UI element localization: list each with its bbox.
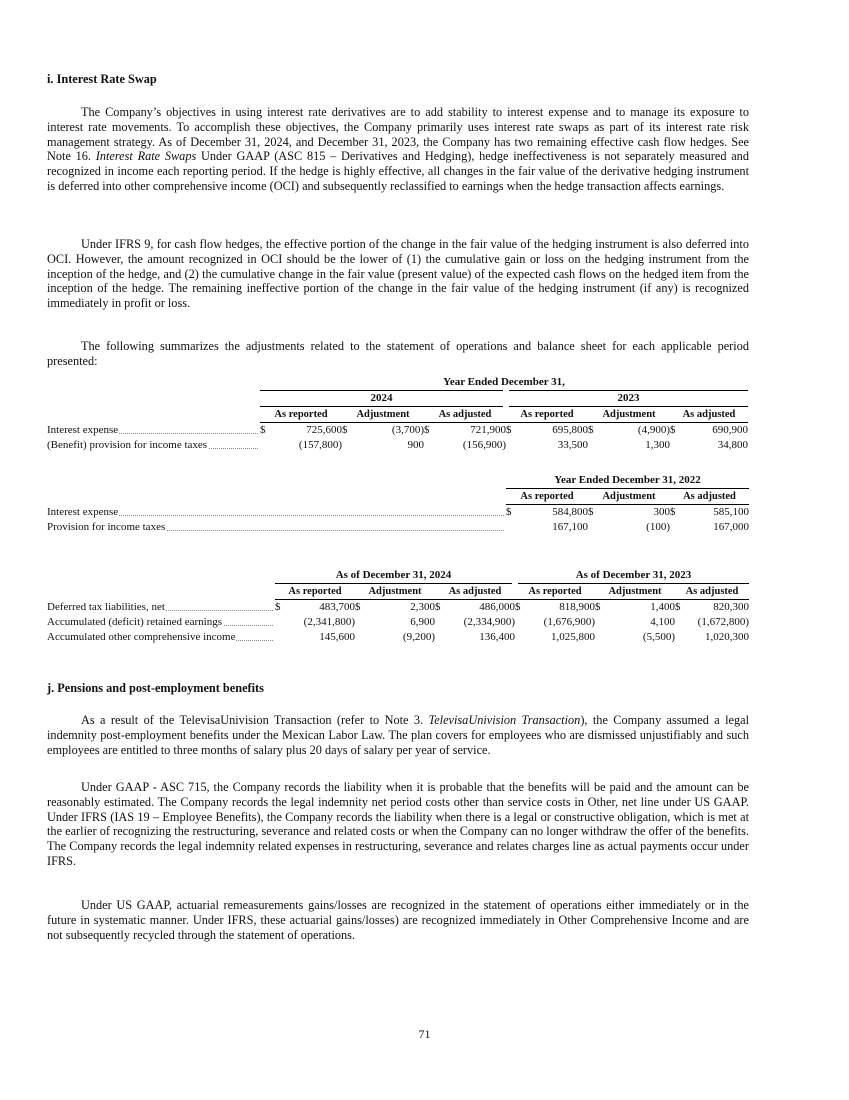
column-header: Adjustment — [342, 407, 424, 423]
table-row: Accumulated (deficit) retained earnings (2,341,800) 6,900 (2,334,900) (1,676,900) 4,100 (1,672,800) — [47, 616, 749, 628]
row-label: Accumulated other comprehensive income — [47, 631, 236, 643]
balance-sheet-adjustments-table — [47, 568, 749, 645]
table-title: Year Ended December 31, — [260, 375, 748, 391]
column-header: As reported — [275, 584, 355, 600]
column-header: As adjusted — [424, 407, 506, 423]
column-header: Adjustment — [355, 584, 435, 600]
row-label: (Benefit) provision for income taxes — [47, 439, 208, 451]
column-header: As adjusted — [435, 584, 515, 600]
row-label: Provision for income taxes — [47, 521, 166, 533]
table-title: Year Ended December 31, 2022 — [506, 473, 749, 489]
section-heading-pensions: j. Pensions and post-employment benefits — [47, 681, 264, 695]
column-header: Adjustment — [588, 489, 670, 505]
paragraph-legal-indemnity: As a result of the TelevisaUnivision Transaction (refer to Note 3. TelevisaUnivision Transaction), the Company assumed a legal indemnity post-employment benefits under the Mexican Labor Law. The plan covers for employees who are dismissed unjustifiably and such employees are entitled to three months of salary plus 20 days of salary per year of service. — [47, 713, 749, 757]
column-header: As adjusted — [670, 407, 748, 423]
period-header: As of December 31, 2023 — [515, 568, 749, 584]
column-header: As adjusted — [670, 489, 749, 505]
column-header: Adjustment — [588, 407, 670, 423]
column-header: As reported — [515, 584, 595, 600]
section-heading-interest-rate-swap: i. Interest Rate Swap — [47, 72, 157, 86]
column-header: As reported — [260, 407, 342, 423]
adjustments-table-2022 — [47, 473, 749, 535]
page-number: 71 — [418, 1027, 431, 1041]
year-header: 2024 — [260, 391, 506, 407]
table-row: Interest expense $ 725,600 $ (3,700) $ 721,900 $ 695,800 $ (4,900) $ 690,900 — [47, 423, 748, 436]
note-reference: TelevisaUnivision Transaction — [428, 713, 581, 727]
table-row: Accumulated other comprehensive income 145,600 (9,200) 136,400 1,025,800 (5,500) 1,020,300 — [47, 631, 749, 643]
paragraph-asc715: Under GAAP - ASC 715, the Company records the liability when it is probable that the benefits will be paid and the amount can be reasonably estimated. The Company records the legal indemnity net period costs other than service costs in Other, net line under US GAAP. Under IFRS (IAS 19 – Employee Benefits), the Company records the liability when there is a legal or constructive obligation, which is met at the earlier of recognizing the restructuring, severance and related costs or when the Company can no longer withdraw the offer of the benefits. The Company records the legal indemnity related expenses in restructuring, severance and relates charges line as actual payments occur under IFRS. — [47, 780, 749, 868]
note-reference: Interest Rate Swaps — [95, 149, 197, 164]
year-header: 2023 — [506, 391, 748, 407]
row-label: Interest expense — [47, 505, 119, 518]
period-header: As of December 31, 2024 — [275, 568, 515, 584]
paragraph-ifrs9: Under IFRS 9, for cash flow hedges, the effective portion of the change in the fair value of the hedging instrument is also deferred into OCI. However, the amount recognized in OCI should be the lower of (1) the cumulative gain or loss on the hedging instrument from the inception of the hedge, and (2) the cumulative change in the fair value (present value) of the expected cash flows on the hedged item from the inception of the hedge. The remaining ineffective portion of the change in the fair value of the hedging instrument (if any) is recognized immediately in profit or loss. — [47, 237, 749, 311]
table-row: Deferred tax liabilities, net $ 483,700 $ 2,300 $ 486,000 $ 818,900 $ 1,400 $ 820,300 — [47, 600, 749, 613]
paragraph-actuarial: Under US GAAP, actuarial remeasurements gains/losses are recognized in the statement of operations either immediately or in the future in systematic manner. Under IFRS, these actuarial gains/losses) are recognized immediately in Other Comprehensive Income and are not subsequently recycled through the statement of operations. — [47, 898, 749, 942]
column-header: As reported — [506, 489, 588, 505]
column-header: As reported — [506, 407, 588, 423]
paragraph-swap-objectives: The Company’s objectives in using interest rate derivatives are to add stability to interest expense and to manage its exposure to interest rate movements. To accomplish these objectives, the Company primarily uses interest rate swaps as part of its interest rate risk management strategy. As of December 31, 2024, and December 31, 2023, the Company has two remaining effective cash flow hedges. See Note 16. Interest Rate Swaps Under GAAP (ASC 815 – Derivatives and Hedging), hedge ineffectiveness is not separately measured and recognized in income each reporting period. If the hedge is highly effective, all changes in the fair value of the derivative hedging instrument is deferred into other comprehensive income (OCI) and subsequently reclassified to earnings when the hedge transaction affects earnings. — [47, 105, 749, 193]
table-row: Provision for income taxes 167,100 (100) 167,000 — [47, 521, 749, 533]
row-label: Interest expense — [47, 423, 119, 436]
column-header: As adjusted — [675, 584, 749, 600]
adjustments-table-2024-2023 — [47, 375, 748, 453]
row-label: Accumulated (deficit) retained earnings — [47, 616, 223, 628]
row-label: Deferred tax liabilities, net — [47, 600, 165, 613]
column-header: Adjustment — [595, 584, 675, 600]
table-row: Interest expense $ 584,800 $ 300 $ 585,100 — [47, 505, 749, 518]
table-row: (Benefit) provision for income taxes (157,800) 900 (156,900) 33,500 1,300 34,800 — [47, 439, 748, 451]
paragraph-summary-intro: The following summarizes the adjustments related to the statement of operations and balance sheet for each applicable period presented: — [47, 339, 749, 368]
